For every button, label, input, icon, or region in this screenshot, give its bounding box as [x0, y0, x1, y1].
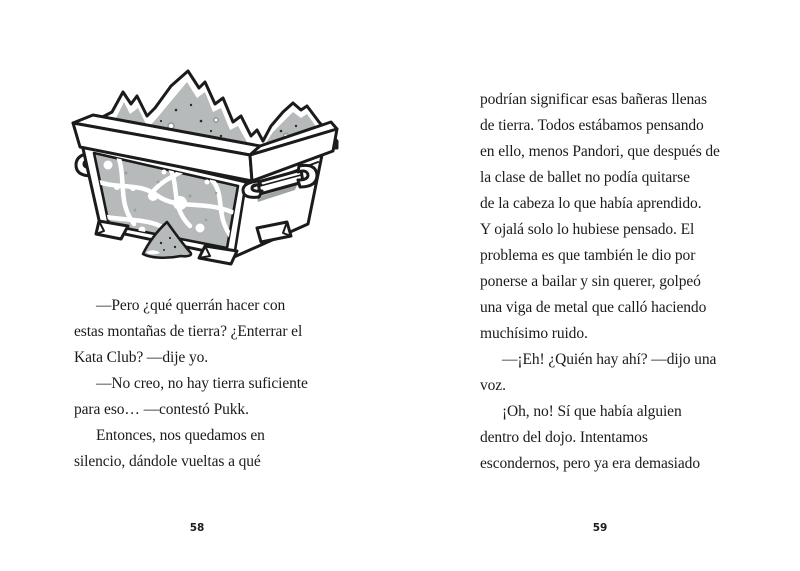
text-line: silencio, dándole vueltas a qué	[74, 453, 261, 470]
text-line: Kata Club? —dije yo.	[74, 349, 209, 366]
text-line: en ello, menos Pandori, que después de	[480, 143, 720, 160]
text-line: Y ojalá solo lo hubiese pensado. El	[480, 221, 695, 238]
text-line: problema es que también le dio por	[480, 247, 696, 264]
text-line: de la cabeza lo que había aprendido.	[480, 195, 702, 212]
text-line: ponerse a bailar y sin querer, golpeó	[480, 273, 701, 290]
text-line: dentro del dojo. Intentamos	[480, 429, 648, 446]
text-line: muchísimo ruido.	[480, 325, 588, 342]
text-line: estas montañas de tierra? ¿Enterrar el	[74, 323, 303, 340]
text-line: una viga de metal que calló haciendo	[480, 299, 707, 316]
text-line: la clase de ballet no podía quitarse	[480, 169, 690, 186]
text-line: ¡Oh, no! Sí que había alguien	[502, 403, 682, 420]
text-line: podrían significar esas bañeras llenas	[480, 91, 707, 108]
page-number-left: 58	[189, 522, 205, 534]
text-line: de tierra. Todos estábamos pensando	[480, 117, 704, 134]
right-page-text	[480, 87, 760, 477]
text-line: escondernos, pero ya era demasiado	[480, 455, 700, 472]
text-line: Entonces, nos quedamos en	[96, 427, 265, 444]
left-page-text	[74, 293, 354, 475]
page-number-right: 59	[592, 522, 608, 534]
dumpster-illustration	[55, 60, 355, 270]
text-line: —¡Eh! ¿Quién hay ahí? —dijo una	[502, 351, 717, 368]
text-line: —Pero ¿qué querrán hacer con	[96, 297, 286, 314]
text-line: para eso… —contestó Pukk.	[74, 401, 249, 418]
text-line: —No creo, no hay tierra suficiente	[96, 375, 308, 392]
text-line: voz.	[480, 377, 506, 394]
